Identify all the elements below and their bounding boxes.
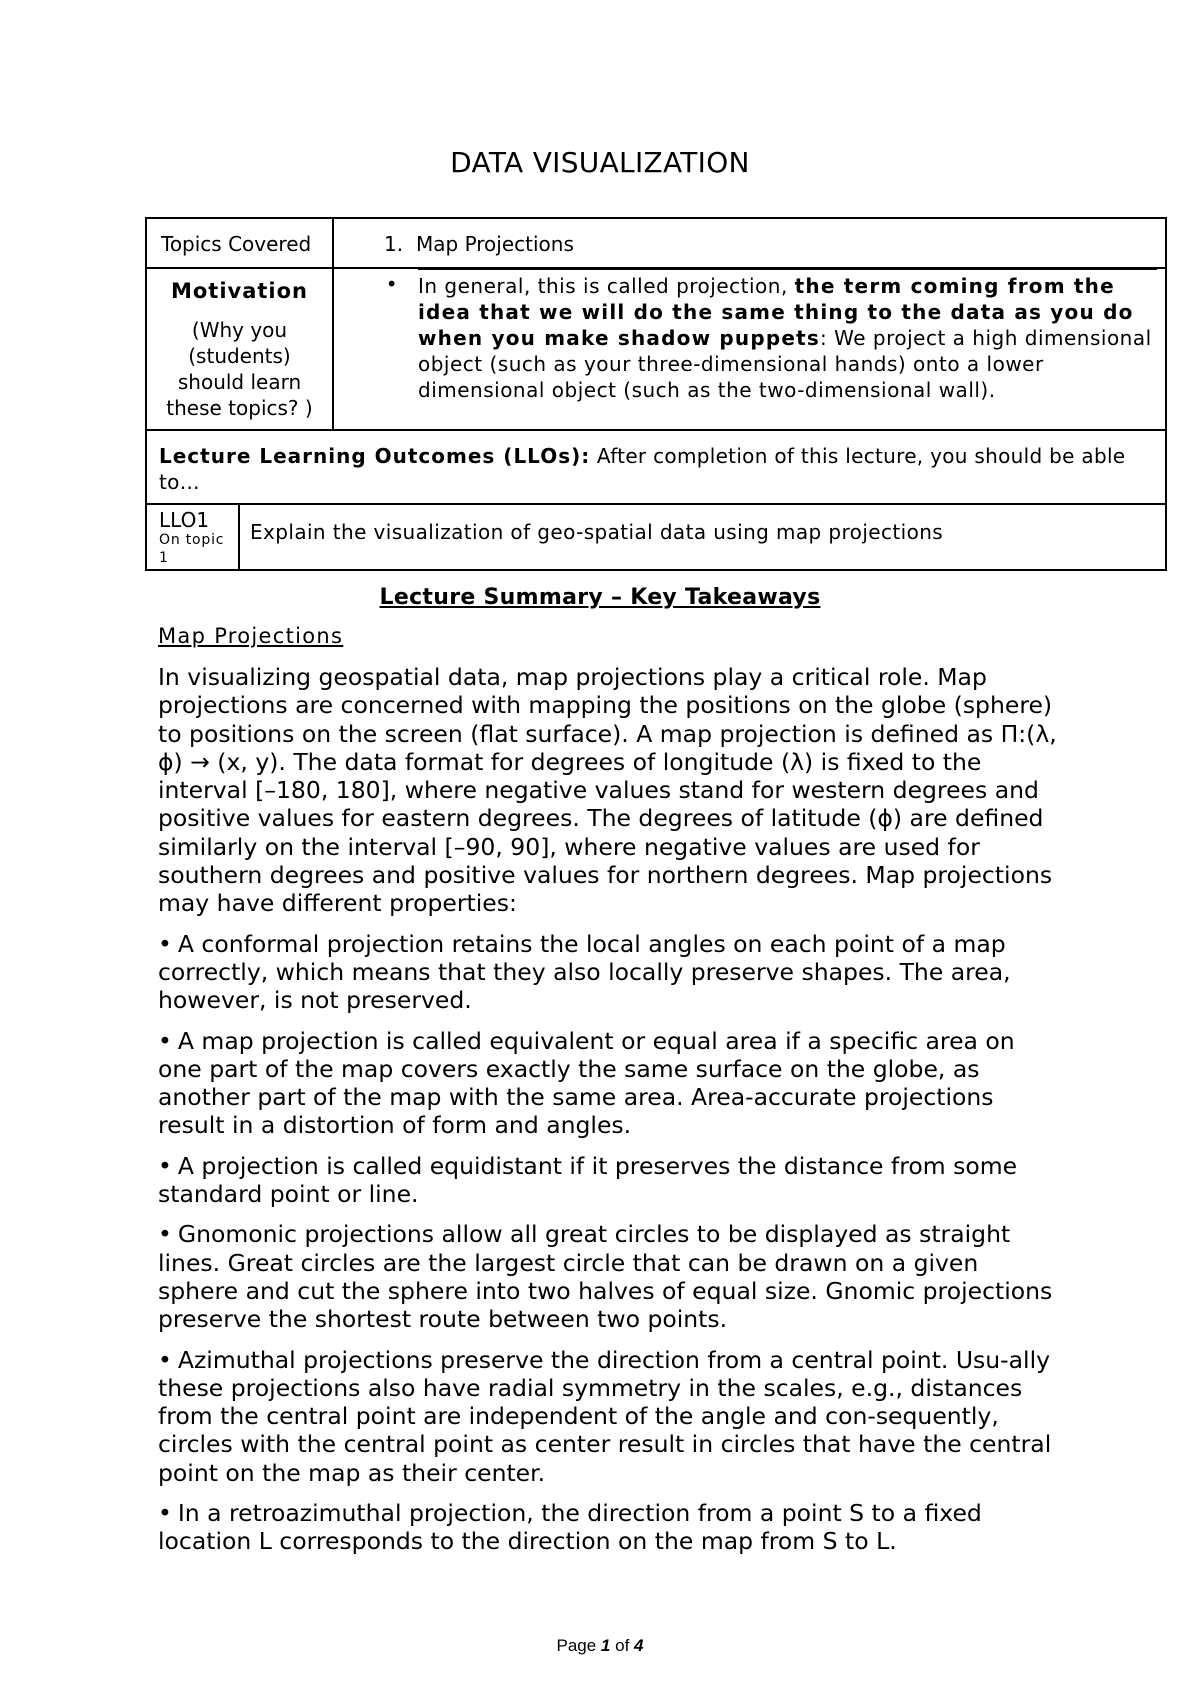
bullet-text: A map projection is called equivalent or equal area if a specific area on one part of the map covers exactly the same surface on the globe, as another part of the map with the same area. Area-accurate projections result in a distortion of form and angles. [158,1026,1015,1140]
summary-title: Lecture Summary – Key Takeaways [379,585,821,610]
llo-id-cell [146,504,239,570]
section-heading: Map Projections [158,624,344,648]
page-current: 1 [600,1636,611,1655]
motivation-label-cell [146,268,333,430]
motivation-text-bold: the term coming from the idea that we will do the same thing to the data as you do when you make shadow puppets [418,274,1134,350]
bullet-icon: • [158,1499,172,1528]
llo-intro-cell [146,430,1166,504]
lecture-info-table [145,217,1167,571]
motivation-row [146,268,1166,430]
topics-label: Topics Covered [161,232,312,256]
bullet-icon: • [158,929,172,958]
bullet-icon: • [158,1220,172,1249]
bullet-text: Gnomonic projections allow all great circles to be displayed as straight lines. Great circles are the largest circle that can be drawn on a given sphere and cut the sphere into two halves of equal size. Gnomic projections preserve the shortest route between two points. [158,1220,1053,1334]
page-word: Page [556,1636,597,1655]
motivation-text-part2: : We project a high dimensional object (such as your three-dimensional hands) onto a lower dimensional object (such as the two-dimensional wall). [418,326,1152,402]
llo-intro-row [146,430,1166,504]
bullet-icon: • [385,272,398,296]
motivation-text-part1: In general, this is called projection, [418,274,795,298]
topic-number: 1. [384,232,404,256]
bullet-paragraph [158,1220,1063,1333]
motivation-heading: Motivation [170,279,309,303]
bullet-paragraph [158,930,1063,1015]
bullet-icon: • [158,1151,172,1180]
motivation-bullet-item [334,269,1157,403]
topics-row [146,218,1166,268]
document-title: DATA VISUALIZATION [450,146,750,179]
bullet-text: Azimuthal projections preserve the direction from a central point. Usu-ally these projections also have radial symmetry in the scales, e.g., distances from the central point are independent of the angle and con-sequently, circles with the central point as center result in circles that have the central point on the map as their center. [158,1345,1052,1487]
llo-row [146,504,1166,570]
llo-text: Explain the visualization of geo-spatial data using map projections [250,520,944,544]
topics-label-cell [146,218,333,268]
intro-paragraph: In visualizing geospatial data, map projections play a critical role. Map projections are concerned with mapping the positions on the globe (sphere) to positions on the screen (flat surface). A map projection is defined as Π:(λ, ϕ) → (x, y). The data format for degrees of longitude (λ) is fixed to the interval [–180, 180], where negative values stand for western degrees and positive values for eastern degrees. The degrees of latitude (ϕ) are defined similarly on the interval [–90, 90], where negative values are used for southern degrees and positive values for northern degrees. Map projections may have different properties: [158,663,1057,918]
topics-value-cell [333,218,1166,268]
of-word: of [615,1636,630,1655]
llo-text-cell [239,504,1166,570]
bullet-paragraph [158,1346,1063,1487]
bullet-text: A projection is called equidistant if it preserves the distance from some standard point or line. [158,1151,1018,1209]
summary-body [158,663,1063,1568]
page-total: 4 [634,1636,644,1655]
llo-topic-ref: On topic 1 [159,532,225,566]
motivation-text [418,269,1157,403]
llo-id: LLO1 [159,508,210,532]
bullet-icon: • [158,1345,172,1374]
bullet-text: In a retroazimuthal projection, the direction from a point S to a fixed location L corresponds to the direction on the map from S to L. [158,1499,982,1556]
bullet-text: A conformal projection retains the local angles on each point of a map correctly, which means that they also locally preserve shapes. The area, however, is not preserved. [158,929,1011,1015]
bullet-paragraph [158,1499,1063,1556]
llo-intro-heading: Lecture Learning Outcomes (LLOs): [159,444,591,468]
llo-intro-text: After completion of this lecture, you should be able to… [159,444,1126,494]
motivation-subtext: (Why you (students) should learn these topics? ) [166,318,313,420]
topic-value: Map Projections [416,232,574,256]
bullet-paragraph [158,1027,1063,1140]
page-footer [0,1636,1200,1656]
bullet-paragraph [158,1152,1063,1209]
bullet-icon: • [158,1026,172,1055]
motivation-body-cell [333,268,1166,430]
